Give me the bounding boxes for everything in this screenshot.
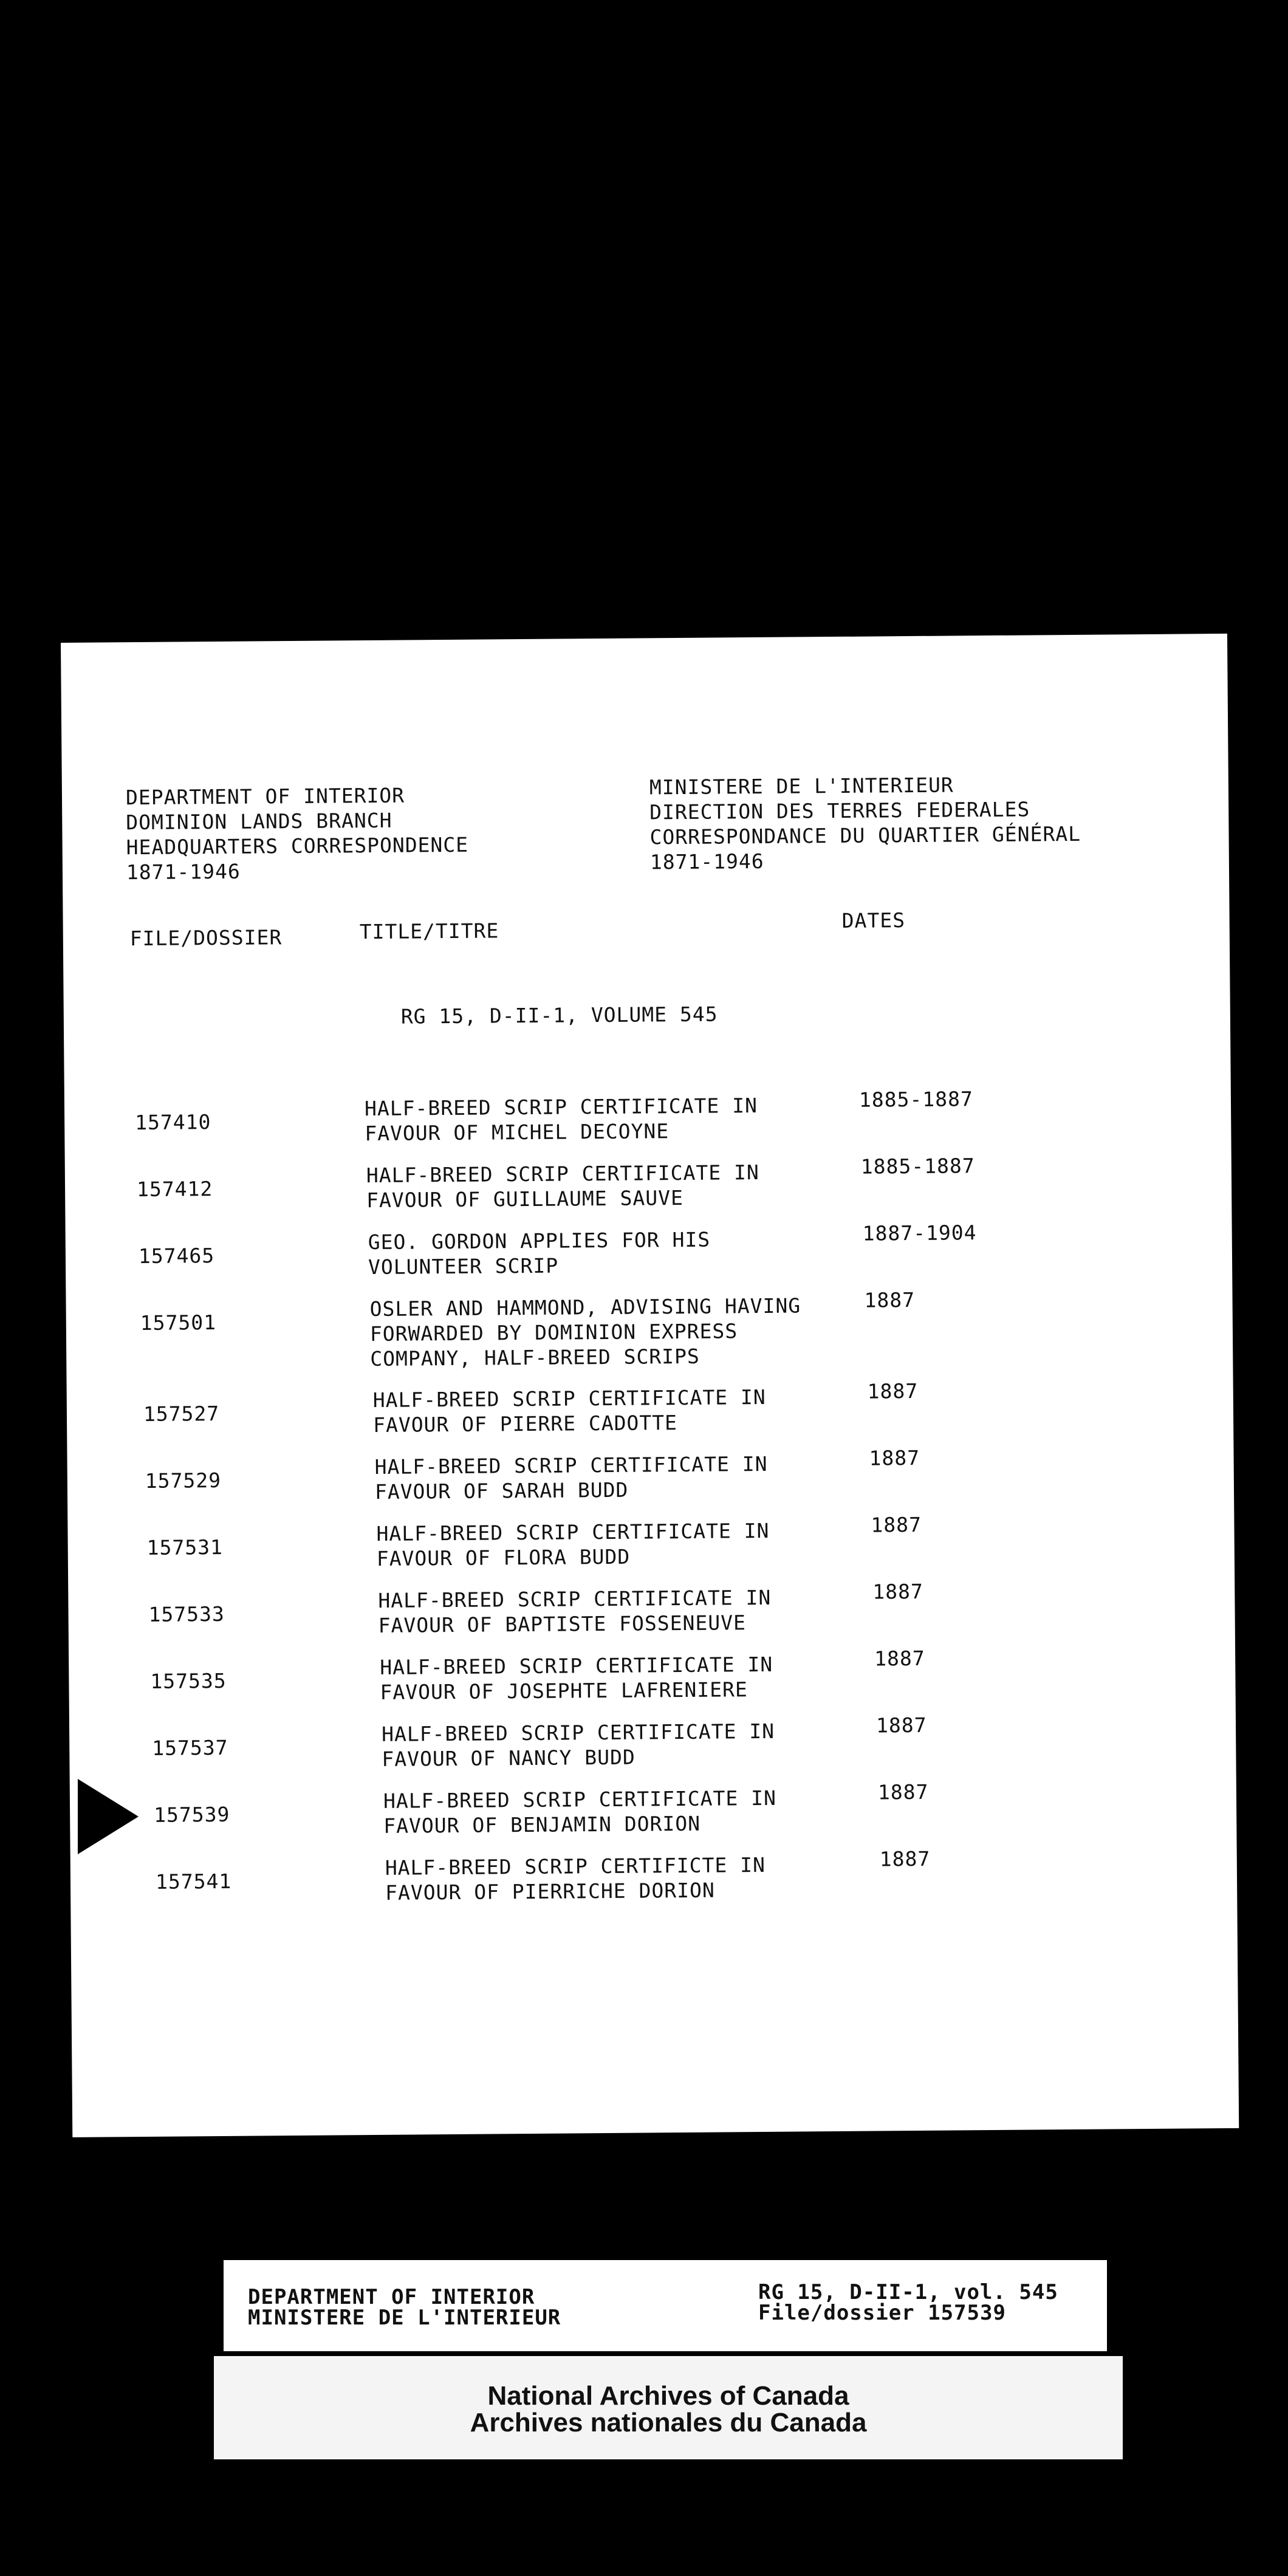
reference-slip [224,2260,1107,2351]
entry-dates: 1887 [879,1846,931,1871]
entry-title [375,1451,769,1504]
header-line: DEPARTMENT OF INTERIOR [125,783,405,810]
title-line: FAVOUR OF GUILLAUME SAUVE [366,1185,684,1213]
entry-dates: 1887 [875,1713,927,1738]
column-header-file: FILE/DOSSIER [129,925,283,951]
file-number: 157410 [135,1110,211,1135]
header-line: 1871-1946 [126,859,241,885]
file-number: 157527 [143,1401,220,1426]
entry-dates: 1887-1904 [862,1221,977,1245]
header-line: DOMINION LANDS BRANCH [126,808,392,835]
title-line: HALF-BREED SCRIP CERTIFICATE IN [364,1094,758,1121]
entry-dates: 1887 [871,1512,922,1537]
header-line: CORRESPONDANCE DU QUARTIER GÉNÉRAL [649,821,1081,849]
entry-title [368,1227,711,1279]
entry-title [366,1160,760,1213]
archives-label [214,2356,1123,2459]
title-line: HALF-BREED SCRIP CERTIFICATE IN [374,1451,768,1479]
file-number: 157465 [138,1244,215,1269]
file-number: 157529 [145,1468,222,1493]
document-sheet [61,634,1239,2137]
entry-dates: 1887 [877,1780,929,1804]
file-number: 157533 [148,1601,225,1626]
slip-line: RG 15, D-II-1, vol. 545 [758,2280,1058,2304]
entry-title [373,1385,767,1437]
entry-title [365,1093,758,1146]
header-line: DIRECTION DES TERRES FEDERALES [649,797,1030,824]
entry-dates: 1885-1887 [858,1087,973,1112]
title-line: FAVOUR OF JOSEPHTE LAFRENIERE [380,1677,748,1704]
header-french [649,772,1081,875]
file-number: 157412 [136,1177,213,1202]
entry-title [383,1786,777,1838]
title-line: COMPANY, HALF-BREED SCRIPS [370,1344,700,1371]
title-line: HALF-BREED SCRIP CERTIFICATE IN [383,1786,777,1813]
file-number: 157537 [152,1735,228,1760]
slip-line: DEPARTMENT OF INTERIOR [248,2285,535,2309]
title-line: HALF-BREED SCRIP CERTIFICATE IN [380,1652,773,1679]
title-line: OSLER AND HAMMOND, ADVISING HAVING [369,1293,801,1321]
title-line: FAVOUR OF NANCY BUDD [382,1745,635,1771]
header-english [126,783,469,885]
entry-title [378,1585,772,1638]
title-line: HALF-BREED SCRIP CERTIFICATE IN [376,1518,770,1546]
title-line: VOLUNTEER SCRIP [368,1253,559,1279]
header-line: 1871-1946 [649,849,764,874]
title-line: HALF-BREED SCRIP CERTIFICATE IN [381,1719,775,1746]
entry-title [382,1719,775,1772]
entry-title [376,1518,770,1571]
title-line: FAVOUR OF BENJAMIN DORION [383,1811,701,1838]
entry-title [380,1652,773,1705]
title-line: FORWARDED BY DOMINION EXPRESS [369,1319,738,1346]
title-line: FAVOUR OF FLORA BUDD [376,1544,631,1571]
entry-dates: 1887 [869,1445,920,1470]
volume-label: RG 15, D-II-1, VOLUME 545 [400,1002,718,1029]
file-number: 157539 [154,1802,230,1827]
slip-line: File/dossier 157539 [758,2301,1006,2325]
entry-dates: 1887 [874,1646,925,1671]
entry-dates: 1885-1887 [860,1154,975,1179]
slip-department [248,2287,561,2328]
entry-title [385,1852,766,1905]
archives-line-french: Archives nationales du Canada [470,2408,867,2437]
column-header-title: TITLE/TITRE [359,919,499,944]
file-number: 157541 [155,1869,232,1894]
entry-dates: 1887 [872,1579,923,1604]
pointer-arrow-icon [78,1779,139,1854]
file-number: 157535 [150,1668,227,1693]
slip-reference [758,2282,1058,2323]
file-number: 157501 [140,1310,217,1335]
entry-title [369,1293,801,1371]
title-line: FAVOUR OF PIERRE CADOTTE [372,1411,678,1437]
title-line: GEO. GORDON APPLIES FOR HIS [368,1227,711,1255]
entry-dates: 1887 [867,1379,919,1403]
title-line: FAVOUR OF BAPTISTE FOSSENEUVE [378,1611,747,1637]
title-line: HALF-BREED SCRIP CERTIFICATE IN [378,1585,772,1612]
file-number: 157531 [146,1535,224,1560]
archives-line-english: National Archives of Canada [487,2381,849,2411]
title-line: FAVOUR OF PIERRICHE DORION [385,1878,715,1905]
header-line: HEADQUARTERS CORRESPONDENCE [126,832,469,860]
title-line: HALF-BREED SCRIP CERTIFICATE IN [366,1160,759,1188]
entry-dates: 1887 [864,1287,916,1312]
column-header-dates: DATES [841,908,906,933]
title-line: HALF-BREED SCRIP CERTIFICTE IN [385,1852,766,1880]
title-line: FAVOUR OF SARAH BUDD [374,1478,629,1504]
slip-line: MINISTERE DE L'INTERIEUR [248,2306,561,2330]
header-line: MINISTERE DE L'INTERIEUR [649,773,954,800]
title-line: HALF-BREED SCRIP CERTIFICATE IN [372,1385,766,1413]
title-line: FAVOUR OF MICHEL DECOYNE [365,1119,670,1146]
